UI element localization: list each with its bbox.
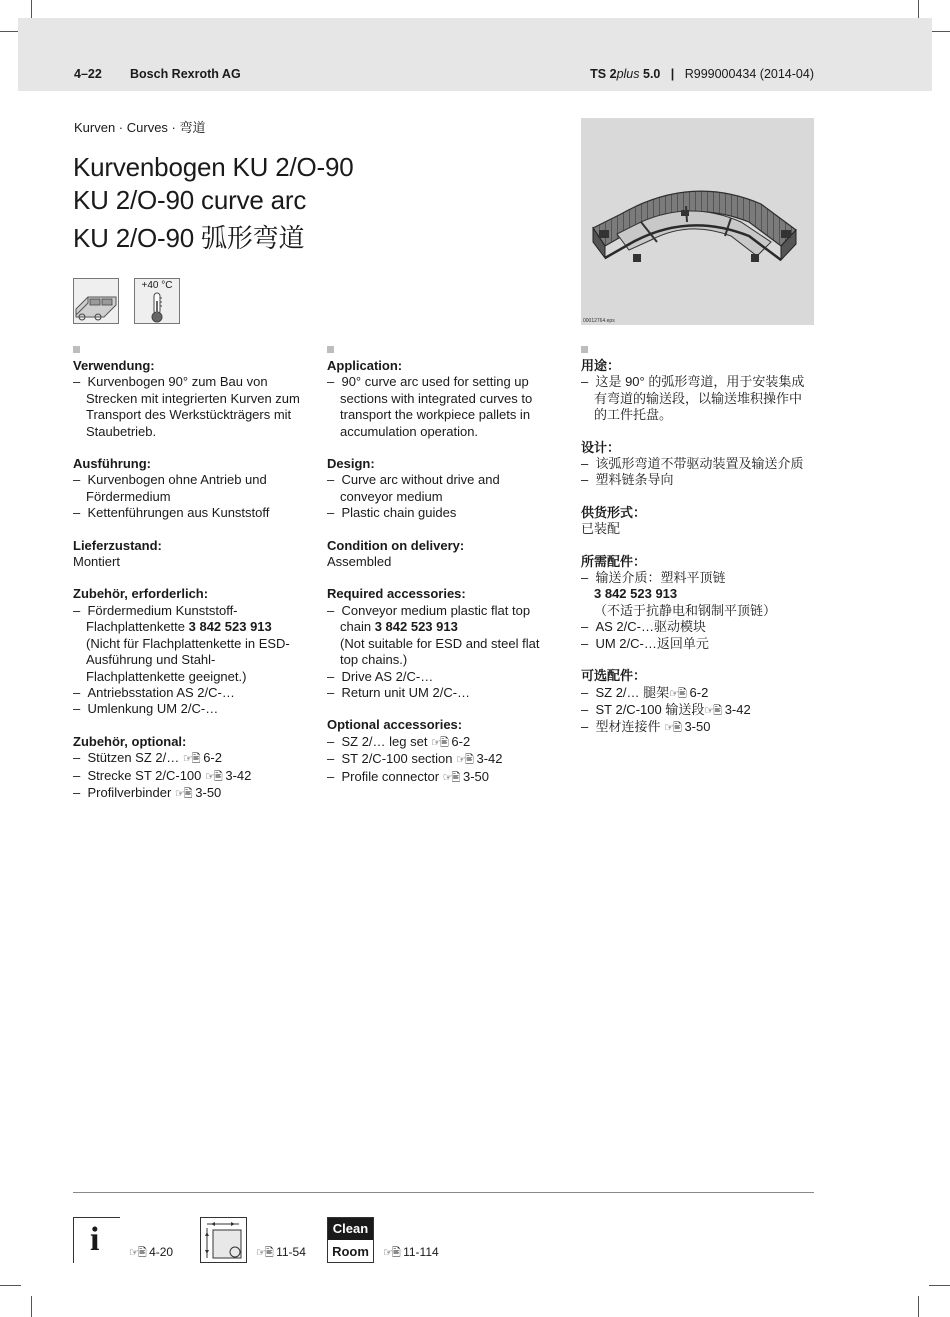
delivery-state: Montiert: [73, 554, 120, 570]
breadcrumb: Kurven · Curves · 弯道: [74, 120, 206, 135]
list-item: – 塑料链条导向: [581, 472, 674, 488]
product-image: [581, 118, 814, 325]
temperature-label: +40 °C: [141, 280, 173, 291]
heading-application: Application:: [327, 358, 403, 373]
column-de: [73, 346, 313, 802]
section-marker: [327, 346, 334, 353]
column-zh: [581, 346, 814, 737]
page-ref-icon: ☞🖹: [704, 704, 722, 717]
list-item: – Conveyor medium plastic flat top chain 3 842 523 913: [327, 602, 531, 635]
heading-ausfuehrung: Ausführung:: [73, 456, 151, 472]
page-ref-icon: ☞🖹: [174, 787, 192, 800]
list-item: – Profile connector ☞🖹 3-50: [327, 768, 490, 784]
page-ref-icon: ☞🖹: [182, 753, 200, 766]
list-item-note: (Not suitable for ESD and steel flat top chains.): [340, 635, 540, 668]
page-title-en: KU 2/O-90 curve arc: [73, 185, 307, 215]
list-item: – SZ 2/… 腿架☞🖹 6-2: [581, 684, 709, 700]
heading-zubehoer-erforderlich: Zubehör, erforderlich:: [73, 586, 209, 602]
heading-condition-on-delivery: Condition on delivery:: [327, 537, 465, 553]
thermometer-icon: [149, 292, 165, 323]
crop-mark: [929, 1285, 950, 1286]
page-ref-icon: ☞🖹: [669, 687, 686, 700]
heading-design: Design:: [327, 456, 375, 472]
list-item: – Kurvenbogen ohne Antrieb und Fördermedium: [73, 472, 267, 504]
info-icon: i: [73, 1217, 120, 1263]
room-label: Room: [332, 1244, 369, 1259]
heading-kexuan-peijian: 可选配件：: [581, 668, 647, 684]
section-marker: [73, 346, 80, 353]
list-item: – Profilverbinder ☞🖹 3-50: [73, 784, 222, 800]
list-item: – 型材连接件 ☞🖹 3-50: [581, 719, 711, 735]
clean-label: Clean: [328, 1218, 373, 1240]
list-item: – Kurvenbogen 90° zum Bau von Strecken mit integrierten Kurven zum Transport des Werkstückträgers mit Staubetrieb.: [73, 374, 300, 439]
heading-sheji: 设计：: [581, 439, 621, 455]
chain-icon: [73, 278, 119, 324]
part-number: 3 842 523 913: [188, 619, 272, 635]
part-number: 3 842 523 913: [594, 586, 678, 602]
dimension-icon: [200, 1217, 247, 1263]
page-ref-icon: ☞🖹: [456, 754, 473, 767]
list-item: – UM 2/C-…返回单元: [581, 635, 709, 651]
info-ref[interactable]: ☞🖹 4-20: [129, 1245, 174, 1259]
heading-lieferzustand: Lieferzustand:: [73, 537, 162, 553]
list-item: – Return unit UM 2/C-…: [327, 684, 471, 700]
list-item: – Stützen SZ 2/… ☞🖹 6-2: [73, 750, 222, 766]
list-item: – 这是 90° 的弧形弯道，用于安装集成有弯道的输送段，以输送堆积操作中的工件托盘。: [581, 374, 805, 423]
heading-yongtu: 用途：: [581, 358, 621, 373]
product-italic: plus: [616, 67, 640, 81]
header-product-doc: [590, 67, 814, 81]
heading-verwendung: Verwendung:: [73, 358, 155, 373]
list-item: – AS 2/C-…驱动模块: [581, 619, 706, 635]
product-prefix: TS 2: [590, 67, 617, 81]
list-item: – ST 2/C-100 section ☞🖹 3-42: [327, 751, 503, 767]
heading-zubehoer-optional: Zubehör, optional:: [73, 733, 187, 749]
clean-room-ref[interactable]: ☞🖹 11-114: [383, 1245, 439, 1259]
section-marker: [581, 346, 588, 353]
list-item-note: （不适于抗静电和钢制平顶链）: [594, 602, 777, 618]
heading-optional-accessories: Optional accessories:: [327, 717, 463, 733]
crop-mark: [929, 31, 950, 32]
clean-room-icon: [327, 1217, 374, 1263]
list-item: – 输送介质：塑料平顶链: [581, 570, 726, 586]
list-item: – Antriebsstation AS 2/C-…: [73, 684, 235, 700]
list-item: – 90° curve arc used for setting up sections with integrated curves to transport the workpiece pallets in accumulation operation.: [327, 374, 533, 439]
page-ref-icon: ☞🖹: [256, 1247, 273, 1259]
delivery-state: 已装配: [581, 521, 621, 537]
page-title-de: Kurvenbogen KU 2/O-90: [73, 152, 354, 182]
list-item: – Plastic chain guides: [327, 505, 457, 521]
document-number: R999000434 (2014-04): [684, 67, 814, 81]
company-name: Bosch Rexroth AG: [130, 67, 241, 81]
list-item: – Kettenführungen aus Kunststoff: [73, 505, 270, 521]
list-item: – Fördermedium Kunststoff-Flachplattenkette 3 842 523 913: [73, 602, 272, 635]
delivery-state: Assembled: [327, 554, 392, 570]
column-en: [327, 346, 545, 786]
page-ref-icon: ☞🖹: [205, 770, 222, 783]
list-item: – Umlenkung UM 2/C-…: [73, 701, 219, 717]
list-item: – SZ 2/… leg set ☞🖹 6-2: [327, 733, 471, 749]
heading-suoxu-peijian: 所需配件：: [581, 553, 647, 569]
crop-mark: [0, 1285, 21, 1286]
crop-mark: [31, 1296, 32, 1317]
part-number: 3 842 523 913: [374, 619, 458, 635]
list-item: – 该弧形弯道不带驱动装置及输送介质: [581, 456, 804, 472]
list-item: – ST 2/C-100 输送段☞🖹 3-42: [581, 701, 751, 717]
temperature-icon: [134, 278, 180, 324]
product-suffix: 5.0: [639, 67, 661, 81]
list-item: – Drive AS 2/C-…: [327, 668, 434, 684]
crop-mark: [918, 1296, 919, 1317]
page-ref-icon: ☞🖹: [664, 722, 681, 735]
page-number: 4–22: [74, 67, 102, 81]
heading-required-accessories: Required accessories:: [327, 586, 466, 602]
page-title-zh: KU 2/O-90 弧形弯道: [73, 223, 305, 253]
page-ref-icon: ☞🖹: [383, 1247, 400, 1259]
list-item: – Strecke ST 2/C-100 ☞🖹 3-42: [73, 767, 252, 783]
page-ref-icon: ☞🖹: [129, 1247, 146, 1259]
page-ref-icon: ☞🖹: [431, 736, 448, 749]
dimension-ref[interactable]: ☞🖹 11-54: [256, 1245, 306, 1259]
header-separator: |: [670, 67, 675, 81]
image-caption: 00012764.eps: [583, 318, 615, 324]
footer-rule: [73, 1192, 814, 1193]
list-item-note: (Nicht für Flachplattenkette in ESD-Ausführung und Stahl-Flachplattenkette geeignet.): [86, 635, 290, 684]
page-ref-icon: ☞🖹: [442, 771, 460, 784]
heading-gonghuo: 供货形式：: [581, 504, 647, 520]
list-item: – Curve arc without drive and conveyor medium: [327, 472, 500, 504]
